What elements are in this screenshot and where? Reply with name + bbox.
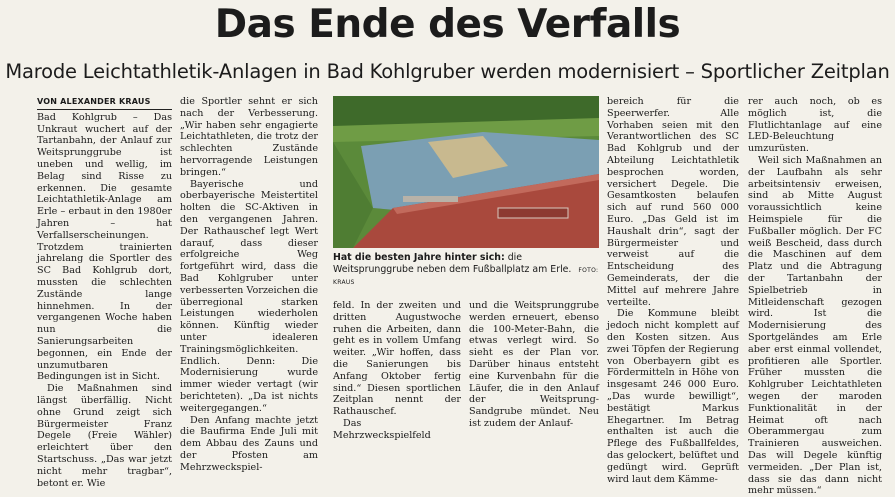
paragraph: Weil sich Maßnahmen an der Laufbahn als sehr arbeitsintensiv erweisen, sind ab Mitte August voraussichtlich keine Heimspiele für die Fußballer möglich. Der FC weiß Bescheid, dass durch die Maschinen auf dem Platz und die Abtragung der Tartanbahn der Spielbetrieb in Mitleidenschaft gezogen wird. Ist die Modernisierung des Sportgeländes am Erle aber erst einmal vollendet, profitieren alle Sportler. Früher mussten die Kohlgruber Leichtathleten wegen der maroden Funktionalität in der Heimat oft nach Oberammergau zum Trainieren ausweichen. Das will Degele künftig vermeiden. „Der Plan ist, dass sie das dann nicht mehr müssen.“	[748, 154, 882, 497]
column-6	[748, 96, 882, 497]
column-4	[469, 300, 599, 430]
photo-credit: FOTO: KRAUS	[333, 266, 599, 286]
paragraph: Die Kommune bleibt jedoch nicht komplett auf den Kosten sitzen. Aus zwei Töpfen der Regierung von Oberbayern gibt es Fördermitteln in Höhe von insgesamt 246 000 Euro. „Das wurde bewilligt“, bestätigt Markus Ehegartner. Im Betrag enthalten ist auch die Pflege des Fußballfeldes, das gelockert, belüftet und gedüngt wird. Geprüft wird laut dem Kämme-	[607, 308, 739, 485]
paragraph: Die Maßnahmen sind längst überfällig. Nicht ohne Grund zeigt sich Bürgermeister Franz Degele (Freie Wähler) erleichtert über den Startschuss. „Das war jetzt nicht mehr tragbar“, betont er. Wie	[37, 383, 172, 489]
paragraph: die Sportler sehnt er sich nach der Verbesserung. „Wir haben sehr engagierte Leichtathleten, die trotz der schlechten Zustände hervorragende Leistungen bringen.“	[180, 96, 318, 178]
photo-caption	[333, 252, 599, 289]
caption-bold: Hat die besten Jahre hinter sich:	[333, 252, 505, 263]
caption-text: die Weitsprunggrube neben dem Fußballplatz am Erle.	[333, 252, 572, 275]
column-3	[333, 300, 461, 442]
paragraph: Das Mehrzweckspielfeld	[333, 417, 431, 441]
column-2	[180, 96, 318, 474]
paragraph: rer auch noch, ob es möglich ist, die Flutlichtanlage auf eine LED-Beleuchtung umzurüsten.	[748, 96, 882, 155]
paragraph: Bad Kohlgrub – Das Unkraut wuchert auf der Tartanbahn, der Anlauf zur Weitsprunggrube ist uneben und wellig, im Belag sind Risse zu erkennen. Die gesamte Leichtathletik-Anlage am Erle – erbaut in den 1980er Jahren – hat Verfallserscheinungen. Trotzdem trainierten jahrelang die Sportler des SC Bad Kohlgrub dort, mussten die schlechten Zustände lange hinnehmen. In der vergangenen Woche haben nun die Sanierungsarbeiten begonnen, ein Ende der unzumutbaren Bedingungen ist in Sicht.	[37, 111, 172, 383]
paragraph: und die Weitsprunggrube werden erneuert, ebenso die 100-Meter-Bahn, die etwas verlegt wird. So sieht es der Plan vor. Darüber hinaus entsteht eine Kurvenbahn für die Läufer, die in den Anlauf der Weitsprung-Sandgrube mündet. Neu ist zudem der Anlauf-	[469, 300, 599, 429]
headline: Das Ende des Verfalls	[214, 2, 681, 47]
paragraph: Den Anfang machte jetzt die Baufirma Ende Juli mit dem Abbau des Zauns und der Pfosten am Mehrzweckspiel-	[180, 414, 318, 473]
paragraph: bereich für die Speerwerfer. Alle Vorhaben seien mit den Verantwortlichen des SC Bad Kohlgrub und der Abteilung Leichtathletik besprochen worden, versichert Degele. Die Gesamtkosten belaufen sich auf rund 560 000 Euro. „Das Geld ist im Haushalt drin“, sagt der Bürgermeister und verweist auf die Entscheidung des Gemeinderats, der die Mittel auf mehrere Jahre verteilte.	[607, 96, 739, 308]
byline: VON ALEXANDER KRAUS	[37, 96, 172, 110]
column-1	[37, 96, 172, 489]
long-jump-pit-image	[333, 96, 599, 248]
column-5	[607, 96, 739, 485]
article-photo	[333, 96, 599, 248]
paragraph: Bayerische und oberbayerische Meistertitel holten die SC-Aktiven in den vergangenen Jahren. Der Rathauschef legt Wert darauf, dass dieser erfolgreiche Weg fortgeführt wird, dass die Bad Kohlgruber unter verbesserten Vorzeichen die überregional starken Leistungen wiederholen können. Künftig wieder unter idealeren Trainingsmöglichkeiten. Endlich. Denn: Die Modernisierung wurde immer wieder vertagt (wir berichteten). „Da ist nichts weitergegangen.“	[180, 178, 318, 414]
paragraph: feld. In der zweiten und dritten Augustwoche ruhen die Arbeiten, dann geht es in vollem Umfang weiter. „Wir hoffen, dass die Sanierungen bis Anfang Oktober fertig sind.“ Diesen sportlichen Zeitplan nennt der Rathauschef.	[333, 300, 461, 418]
subheadline: Marode Leichtathletik-Anlagen in Bad Kohlgruber werden modernisiert – Sportlicher Zeitplan	[5, 60, 890, 83]
